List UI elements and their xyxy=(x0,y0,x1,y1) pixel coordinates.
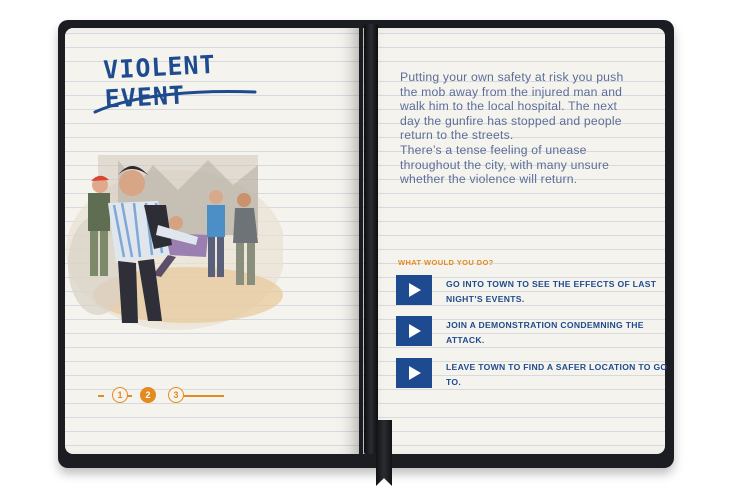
choice-option-3[interactable] xyxy=(396,358,686,392)
progress-line xyxy=(182,395,224,397)
event-title: VIOLENT EVENT xyxy=(102,49,217,114)
play-arrow-icon xyxy=(409,324,421,338)
choice-option-2[interactable] xyxy=(396,316,686,350)
choice-label[interactable]: JOIN A DEMONSTRATION CONDEMNING THE ATTACK. xyxy=(446,320,644,345)
step-2-current[interactable]: 2 xyxy=(140,387,156,403)
bookmark-ribbon xyxy=(364,24,378,454)
choice-option-1[interactable] xyxy=(396,275,686,309)
story-paragraph: There’s a tense feeling of unease throughout the city, with many unsure whether the violence will return. xyxy=(400,142,610,187)
play-arrow-icon xyxy=(409,366,421,380)
play-arrow-button[interactable] xyxy=(396,316,432,346)
title-underline-swoosh xyxy=(90,86,260,116)
choice-prompt: WHAT WOULD YOU DO? xyxy=(398,258,494,267)
story-text xyxy=(400,70,626,187)
play-arrow-button[interactable] xyxy=(396,275,432,305)
progress-line xyxy=(98,395,104,397)
step-3[interactable]: 3 xyxy=(168,387,184,403)
choice-label[interactable]: LEAVE TOWN TO FIND A SAFER LOCATION TO GO TO. xyxy=(446,362,668,387)
play-arrow-button[interactable] xyxy=(396,358,432,388)
play-arrow-icon xyxy=(409,283,421,297)
story-paragraph: Putting your own safety at risk you push the mob away from the injured man and walk him to the local hospital. The next day the gunfire has stopped and people return to the streets. xyxy=(400,70,624,143)
step-1[interactable]: 1 xyxy=(112,387,128,403)
bookmark-ribbon-tail xyxy=(376,420,392,486)
choice-label[interactable]: GO INTO TOWN TO SEE THE EFFECTS OF LAST NIGHT’S EVENTS. xyxy=(446,279,657,304)
event-illustration xyxy=(58,145,283,335)
